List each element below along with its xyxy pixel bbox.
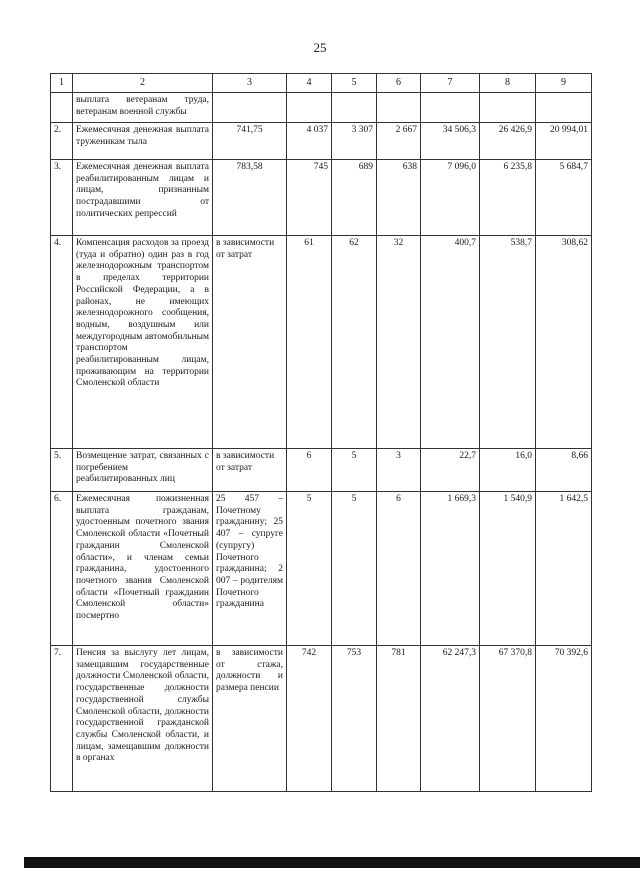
cell-value	[287, 93, 332, 123]
column-header: 2	[73, 74, 213, 93]
cell-value: 1 642,5	[536, 492, 592, 646]
row-number: 7.	[51, 646, 73, 792]
cell-value: 783,58	[213, 160, 287, 236]
row-description: Компенсация расходов за проезд (туда и обратно) один раз в год железнодорожным транспортом в пределах территории Российской Федерации, а в районах, не имеющих железнодорожного сообщения, водным, воздушным или междугородным автомобильным транспортом реабилитированным лицам, проживающим на территории Смоленской области	[73, 236, 213, 449]
cell-value: 745	[287, 160, 332, 236]
cell-value: 62	[332, 236, 377, 449]
cell-value	[536, 93, 592, 123]
cell-value: 26 426,9	[480, 123, 536, 160]
cell-value: 2 667	[377, 123, 421, 160]
cell-value: 741,75	[213, 123, 287, 160]
cell-value: 308,62	[536, 236, 592, 449]
benefits-table	[50, 73, 592, 792]
table-row	[51, 492, 592, 646]
row-number: 4.	[51, 236, 73, 449]
cell-value: 6	[287, 449, 332, 492]
row-description: выплата ветеранам труда, ветеранам военной службы	[73, 93, 213, 123]
table-row	[51, 236, 592, 449]
row-description: Ежемесячная денежная выплата труженикам тыла	[73, 123, 213, 160]
cell-value: 62 247,3	[421, 646, 480, 792]
cell-value: 5	[332, 492, 377, 646]
cell-value: 70 392,6	[536, 646, 592, 792]
cell-value: 400,7	[421, 236, 480, 449]
table-header-row	[51, 74, 592, 93]
column-header: 8	[480, 74, 536, 93]
table-row	[51, 449, 592, 492]
column-header: 5	[332, 74, 377, 93]
column-header: 9	[536, 74, 592, 93]
table-row	[51, 123, 592, 160]
cell-value: 5	[332, 449, 377, 492]
row-number: 5.	[51, 449, 73, 492]
cell-value: 1 540,9	[480, 492, 536, 646]
cell-value	[480, 93, 536, 123]
row-description: Возмещение затрат, связанных с погребением реабилитированных лиц	[73, 449, 213, 492]
cell-value: 6 235,8	[480, 160, 536, 236]
cell-value: 25 457 – Почетному гражданину; 25 407 – супруге (супругу) Почетного гражданина; 2 007 – родителям Почетного гражданина	[213, 492, 287, 646]
cell-value: 638	[377, 160, 421, 236]
cell-value: в зависимости от стажа, должности и размера пенсии	[213, 646, 287, 792]
row-number: 2.	[51, 123, 73, 160]
cell-value: 5	[287, 492, 332, 646]
cell-value: 538,7	[480, 236, 536, 449]
cell-value: 689	[332, 160, 377, 236]
cell-value: в зависимости от затрат	[213, 449, 287, 492]
cell-value: 22,7	[421, 449, 480, 492]
cell-value	[377, 93, 421, 123]
cell-value: 753	[332, 646, 377, 792]
column-header: 4	[287, 74, 332, 93]
cell-value: в зависимости от затрат	[213, 236, 287, 449]
cell-value: 8,66	[536, 449, 592, 492]
table-row	[51, 160, 592, 236]
cell-value: 3	[377, 449, 421, 492]
column-header: 1	[51, 74, 73, 93]
cell-value	[421, 93, 480, 123]
row-description: Ежемесячная денежная выплата реабилитированным лицам и лицам, признанным пострадавшими от политических репрессий	[73, 160, 213, 236]
cell-value: 3 307	[332, 123, 377, 160]
cell-value: 6	[377, 492, 421, 646]
cell-value: 16,0	[480, 449, 536, 492]
table-row	[51, 646, 592, 792]
cell-value: 20 994,01	[536, 123, 592, 160]
table-row	[51, 93, 592, 123]
cell-value: 61	[287, 236, 332, 449]
cell-value: 32	[377, 236, 421, 449]
cell-value: 5 684,7	[536, 160, 592, 236]
cell-value	[332, 93, 377, 123]
row-number: 3.	[51, 160, 73, 236]
column-header: 7	[421, 74, 480, 93]
row-description: Пенсия за выслугу лет лицам, замещавшим государственные должности Смоленской области, государственные должности государственной службы Смоленской области, должности государственной гражданской службы Смоленской области, и лицам, замещавшим должности в органах	[73, 646, 213, 792]
cell-value: 4 037	[287, 123, 332, 160]
row-number	[51, 93, 73, 123]
cell-value: 7 096,0	[421, 160, 480, 236]
cell-value: 742	[287, 646, 332, 792]
scan-bottom-edge	[24, 857, 640, 868]
page-number: 25	[313, 40, 327, 55]
cell-value: 1 669,3	[421, 492, 480, 646]
cell-value: 67 370,8	[480, 646, 536, 792]
cell-value: 781	[377, 646, 421, 792]
row-description: Ежемесячная пожизненная выплата гражданам, удостоенным почетного звания Смоленской области «Почетный гражданин Смоленской области», и членам семьи гражданина, удостоенного почетного звания Смоленской области «Почетный гражданин Смоленской области» посмертно	[73, 492, 213, 646]
column-header: 3	[213, 74, 287, 93]
cell-value: 34 506,3	[421, 123, 480, 160]
column-header: 6	[377, 74, 421, 93]
row-number: 6.	[51, 492, 73, 646]
cell-value	[213, 93, 287, 123]
